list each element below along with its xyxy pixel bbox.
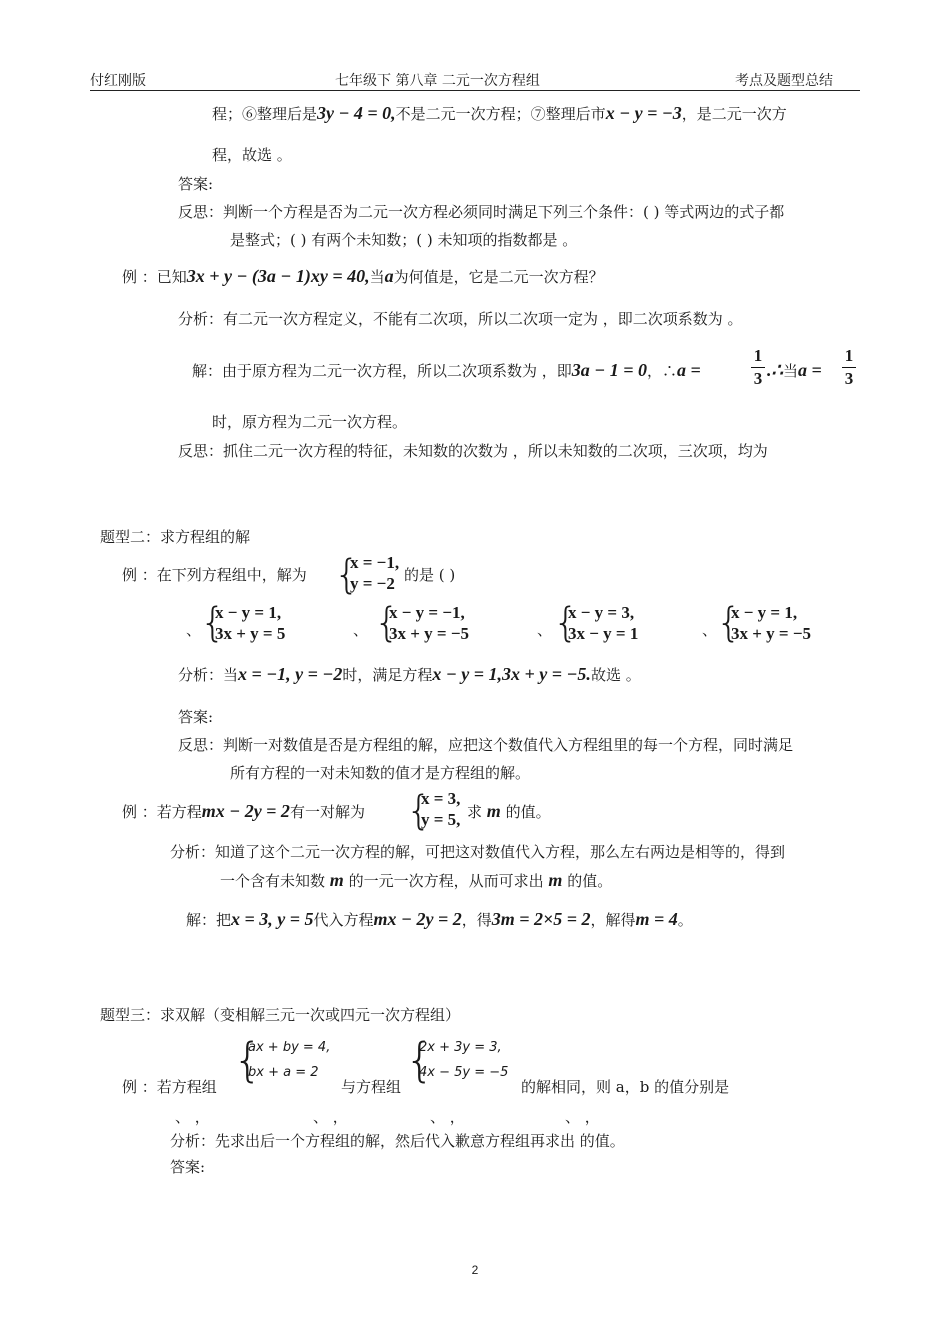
example-4-option: 、 ， xyxy=(175,1108,210,1126)
analysis-2 xyxy=(178,664,641,685)
option-sep: 、 xyxy=(186,621,202,639)
text: 当 xyxy=(369,268,385,286)
analysis-3: 分析：知道了这个二元一次方程的解，可把这对数值代入方程，那么左右两边是相等的，得到 xyxy=(170,843,786,861)
numerator: 1 xyxy=(844,346,854,365)
text: 当 xyxy=(782,362,798,380)
example-3-tail xyxy=(467,801,551,822)
text: ，∴ xyxy=(646,362,677,380)
denominator: 3 xyxy=(753,369,763,388)
math: 3a − 1 = 0 xyxy=(571,360,647,380)
section-title-3: 题型三：求双解（变相解三元一次或四元一次方程组） xyxy=(100,1006,461,1024)
analysis-4: 分析：先求出后一个方程组的解，然后代入歉意方程组再求出 的值。 xyxy=(170,1132,625,1150)
numerator: 1 xyxy=(753,346,763,365)
brace: { xyxy=(406,788,432,834)
option-a-line-2: 3x + y = 5 xyxy=(215,624,286,643)
fraction-1 xyxy=(751,346,765,389)
brace: { xyxy=(233,1033,263,1087)
line-1 xyxy=(212,103,787,124)
option-sep: 、 xyxy=(537,621,553,639)
example-4-option: 、 ， xyxy=(565,1108,600,1126)
answer-label-1: 答案: xyxy=(178,175,214,193)
system-line: bx + a = 2 xyxy=(248,1065,319,1080)
math: x − y = 1,3x + y = −5. xyxy=(432,664,591,684)
analysis-3-cont xyxy=(220,870,612,891)
math: m xyxy=(329,870,344,890)
reflection-1: 反思：判断一个方程是否为二元一次方程必须同时满足下列三个条件：( ) 等式两边的式子都 xyxy=(178,203,785,221)
math: x = −1, y = −2 xyxy=(238,664,343,684)
math: m xyxy=(486,801,501,821)
text: 的值。 xyxy=(505,803,551,821)
section-title-2: 题型二：求方程组的解 xyxy=(100,528,251,546)
brace: { xyxy=(553,600,579,646)
header-left: 付红刚版 xyxy=(90,73,146,89)
option-c-line-2: 3x − y = 1 xyxy=(568,624,639,643)
text: 有一对解为 xyxy=(289,803,365,821)
option-d-line-2: 3x + y = −5 xyxy=(731,624,812,643)
example-4-prefix: 例 ：若方程组 xyxy=(122,1078,217,1096)
reflection-3-cont: 所有方程的一对未知数的值才是方程组的解。 xyxy=(230,764,531,782)
brace: { xyxy=(405,1033,435,1087)
option-sep: 、 xyxy=(353,621,369,639)
header-right: 考点及题型总结 xyxy=(735,73,833,89)
system-line: x = −1, xyxy=(350,553,400,572)
text: 时，满足方程 xyxy=(342,666,433,684)
line-2: 程，故选 。 xyxy=(212,146,292,164)
option-b-line-1: x − y = −1, xyxy=(389,603,465,622)
brace: { xyxy=(200,600,226,646)
text: 为何值是，它是二元一次方程？ xyxy=(393,268,604,286)
header-rule xyxy=(90,90,860,91)
math: a xyxy=(384,266,394,286)
option-d-line-1: x − y = 1, xyxy=(731,603,798,622)
text: 故选 。 xyxy=(590,666,641,684)
brace: { xyxy=(716,600,742,646)
math: 3y − 4 = 0, xyxy=(317,103,396,123)
system-line: y = −2 xyxy=(350,574,395,593)
text: 。 xyxy=(677,911,693,929)
reflection-3: 反思：判断一对数值是否是方程组的解，应把这个数值代入方程组里的每一个方程，同时满足 xyxy=(178,736,794,754)
system-line: 2x + 3y = 3, xyxy=(419,1040,502,1055)
answer-label-4: 答案: xyxy=(170,1158,206,1176)
text: 程；⑥整理后是 xyxy=(212,105,318,123)
option-a-line-1: x − y = 1, xyxy=(215,603,282,622)
system-line: x = 3, xyxy=(421,789,461,808)
brace: { xyxy=(374,600,400,646)
text: 分析：当 xyxy=(178,666,239,684)
text: 例 ：已知 xyxy=(122,268,187,286)
option-c-line-1: x − y = 3, xyxy=(568,603,635,622)
page-number: 2 xyxy=(471,1263,479,1277)
brace: { xyxy=(334,552,360,598)
answer-label-2: 答案: xyxy=(178,708,214,726)
text: 解：把 xyxy=(186,911,232,929)
reflection-1-cont: 是整式；( ) 有两个未知数；( ) 未知项的指数都是 。 xyxy=(230,231,578,249)
example-3 xyxy=(122,801,365,822)
math: a = xyxy=(676,360,701,380)
math: .∴ xyxy=(767,360,783,380)
math: m = 4 xyxy=(635,909,678,929)
text: 例 ：若方程 xyxy=(122,803,202,821)
header-center: 七年级下 第八章 二元一次方程组 xyxy=(335,73,540,89)
option-b-line-2: 3x + y = −5 xyxy=(389,624,470,643)
solution-1 xyxy=(192,360,701,381)
solution-1-tail xyxy=(767,360,822,381)
option-sep: 、 xyxy=(702,621,718,639)
solution-3 xyxy=(186,909,693,930)
math: m xyxy=(548,870,563,890)
example-4-option: 、 ， xyxy=(313,1108,348,1126)
math: 3x + y − (3a − 1)xy = 40, xyxy=(186,266,370,286)
example-1 xyxy=(122,266,604,287)
example-4-option: 、 ， xyxy=(430,1108,465,1126)
math: x = 3, y = 5 xyxy=(231,909,314,929)
text: 的值。 xyxy=(567,872,613,890)
solution-1-end: 时，原方程为二元一次方程。 xyxy=(212,413,408,431)
math: 3m = 2×5 = 2 xyxy=(491,909,591,929)
system-line: 4x − 5y = −5 xyxy=(419,1065,509,1080)
denominator: 3 xyxy=(844,369,854,388)
text: 不是二元一次方程；⑦整理后市 xyxy=(395,105,606,123)
text: ，解得 xyxy=(590,911,636,929)
analysis-1: 分析：有二元一次方程定义，不能有二次项，所以二次项一定为 ，即二次项系数为 。 xyxy=(178,310,743,328)
example-4-mid: 与方程组 xyxy=(341,1078,402,1096)
example-2-prefix: 例 ：在下列方程组中，解为 xyxy=(122,566,307,584)
text: 代入方程 xyxy=(313,911,374,929)
text: 的一元一次方程，从而可求出 xyxy=(348,872,544,890)
reflection-2: 反思：抓住二元一次方程的特征，未知数的次数为 ，所以未知数的二次项，三次项，均为 xyxy=(178,442,768,460)
text: 一个含有未知数 xyxy=(220,872,326,890)
example-2-suffix: 的是 ( ) xyxy=(404,566,456,584)
fraction-bar xyxy=(842,367,856,368)
math: mx − 2y = 2 xyxy=(201,801,290,821)
system-line: y = 5, xyxy=(421,810,461,829)
text: 求 xyxy=(467,803,483,821)
math: mx − 2y = 2 xyxy=(373,909,462,929)
example-4-suffix: 的解相同，则 a，b 的值分别是 xyxy=(521,1078,730,1096)
fraction-2 xyxy=(842,346,856,389)
math: a = xyxy=(797,360,822,380)
text: ，是二元一次方 xyxy=(681,105,787,123)
text: ，得 xyxy=(461,911,492,929)
fraction-bar xyxy=(751,367,765,368)
system-line: ax + by = 4, xyxy=(248,1040,331,1055)
math: x − y = −3 xyxy=(605,103,682,123)
text: 解：由于原方程为二元一次方程，所以二次项系数为 ，即 xyxy=(192,362,572,380)
